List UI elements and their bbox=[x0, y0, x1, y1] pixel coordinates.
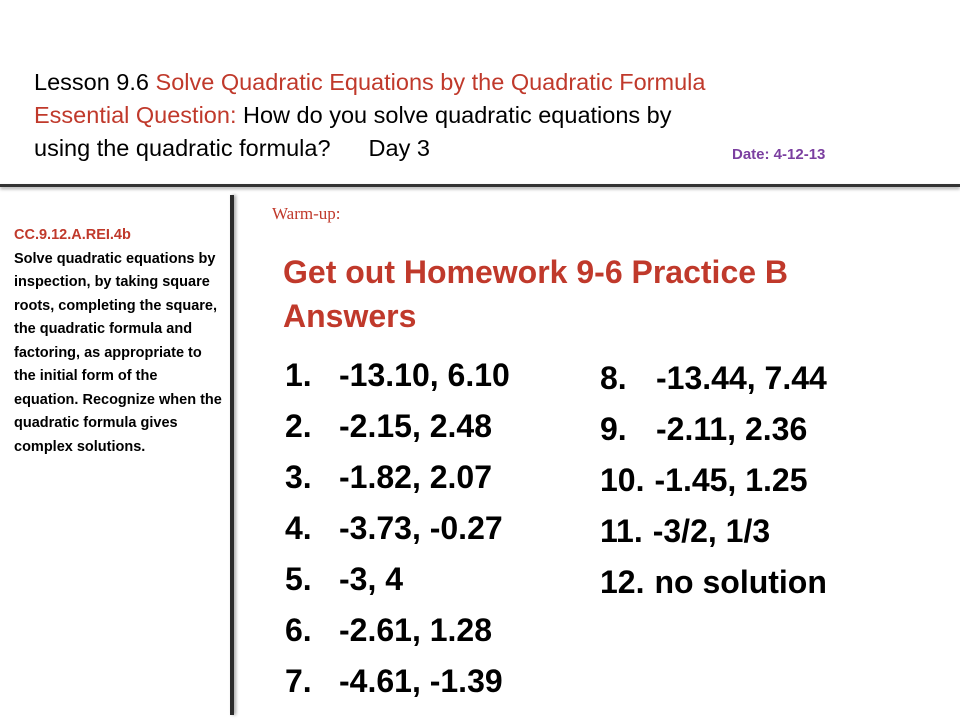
standard-description: Solve quadratic equations by inspection, by taking square roots, completing the square, the quadratic formula and factoring, as appropriate to the initial form of the equation. Recognize when the quadratic formula gives complex solutions. bbox=[14, 250, 222, 455]
answer-item bbox=[600, 557, 827, 608]
answer-item bbox=[600, 506, 827, 557]
day-label: Day 3 bbox=[368, 135, 430, 161]
homework-title-line-2: Answers bbox=[283, 298, 417, 334]
answer-text: -4.61, -1.39 bbox=[339, 663, 503, 699]
answer-number: 1. bbox=[285, 357, 312, 393]
answer-number: 8. bbox=[600, 360, 627, 396]
sidebar-divider bbox=[230, 195, 234, 715]
answer-text: -2.61, 1.28 bbox=[339, 612, 492, 648]
answer-number: 12. bbox=[600, 564, 645, 600]
answer-text: -3/2, 1/3 bbox=[652, 513, 771, 549]
homework-title-line-1: Get out Homework 9-6 Practice B bbox=[283, 254, 789, 290]
header-divider bbox=[0, 184, 960, 187]
essential-question-line bbox=[34, 99, 934, 132]
answer-text: -1.45, 1.25 bbox=[654, 462, 808, 498]
answer-number: 2. bbox=[285, 408, 312, 444]
standard-code: CC.9.12.A.REI.4b bbox=[14, 227, 131, 243]
essential-question-text-2: using the quadratic formula? bbox=[34, 135, 331, 161]
answer-text: -3.73, -0.27 bbox=[339, 510, 503, 546]
answer-item bbox=[285, 554, 510, 605]
standard-sidebar bbox=[14, 224, 224, 459]
answer-text: -13.10, 6.10 bbox=[339, 357, 510, 393]
answer-number: 5. bbox=[285, 561, 312, 597]
answer-number: 7. bbox=[285, 663, 312, 699]
answer-item bbox=[285, 503, 510, 554]
answer-text: -13.44, 7.44 bbox=[656, 360, 827, 396]
answer-number: 6. bbox=[285, 612, 312, 648]
answer-item bbox=[285, 656, 510, 707]
answer-text: no solution bbox=[654, 564, 827, 600]
answers-right-column bbox=[600, 353, 827, 608]
answer-item bbox=[600, 404, 827, 455]
warmup-label: Warm-up: bbox=[272, 204, 341, 223]
answer-text: -3, 4 bbox=[339, 561, 404, 597]
essential-question-label: Essential Question: bbox=[34, 102, 237, 128]
lesson-date: Date: 4-12-13 bbox=[732, 146, 826, 163]
answer-item bbox=[285, 452, 510, 503]
answer-item bbox=[285, 401, 510, 452]
answer-text: -2.11, 2.36 bbox=[656, 411, 808, 447]
lesson-title: Solve Quadratic Equations by the Quadratic Formula bbox=[155, 69, 706, 95]
answer-item bbox=[285, 605, 510, 656]
answer-number: 9. bbox=[600, 411, 627, 447]
answer-number: 4. bbox=[285, 510, 312, 546]
lesson-number: Lesson 9.6 bbox=[34, 69, 156, 95]
answer-item bbox=[600, 455, 827, 506]
answer-item bbox=[285, 350, 510, 401]
homework-title bbox=[283, 250, 923, 338]
answer-number: 10. bbox=[600, 462, 645, 498]
lesson-title-line bbox=[34, 66, 934, 99]
answer-text: -2.15, 2.48 bbox=[339, 408, 492, 444]
answers-left-column bbox=[285, 350, 510, 707]
answer-item bbox=[600, 353, 827, 404]
answer-number: 11. bbox=[600, 513, 643, 549]
essential-question-text-1: How do you solve quadratic equations by bbox=[236, 102, 672, 128]
answer-number: 3. bbox=[285, 459, 312, 495]
answer-text: -1.82, 2.07 bbox=[339, 459, 492, 495]
